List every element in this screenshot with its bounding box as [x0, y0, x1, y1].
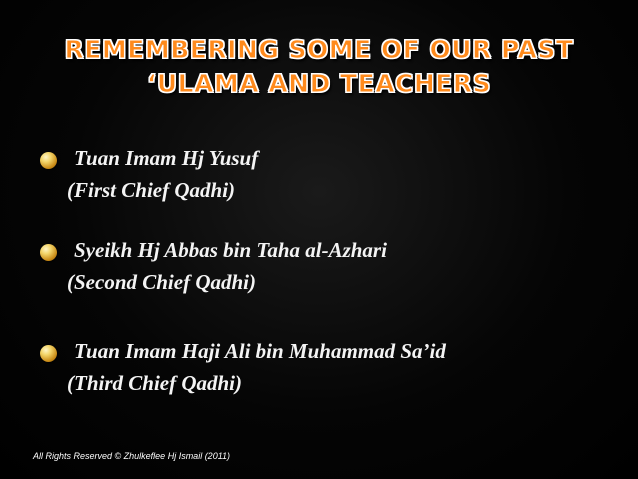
scholar-name: Tuan Imam Hj Yusuf: [74, 146, 259, 170]
gold-bullet-icon: [40, 152, 57, 169]
scholar-name: Syeikh Hj Abbas bin Taha al-Azhari: [74, 238, 387, 262]
gold-bullet-icon: [40, 345, 57, 362]
gold-bullet-icon: [40, 244, 57, 261]
scholar-role: (First Chief Qadhi): [67, 178, 236, 202]
scholar-role: (Third Chief Qadhi): [67, 371, 243, 395]
scholar-role: (Second Chief Qadhi): [67, 270, 256, 294]
title-line-1: REMEMBERING SOME OF OUR PAST: [64, 35, 574, 64]
copyright-footer: All Rights Reserved © Zhulkeflee Hj Ismail (2011): [33, 451, 231, 461]
scholar-name: Tuan Imam Haji Ali bin Muhammad Sa’id: [74, 339, 446, 363]
title-line-2: ‘ULAMA AND TEACHERS: [146, 69, 492, 98]
